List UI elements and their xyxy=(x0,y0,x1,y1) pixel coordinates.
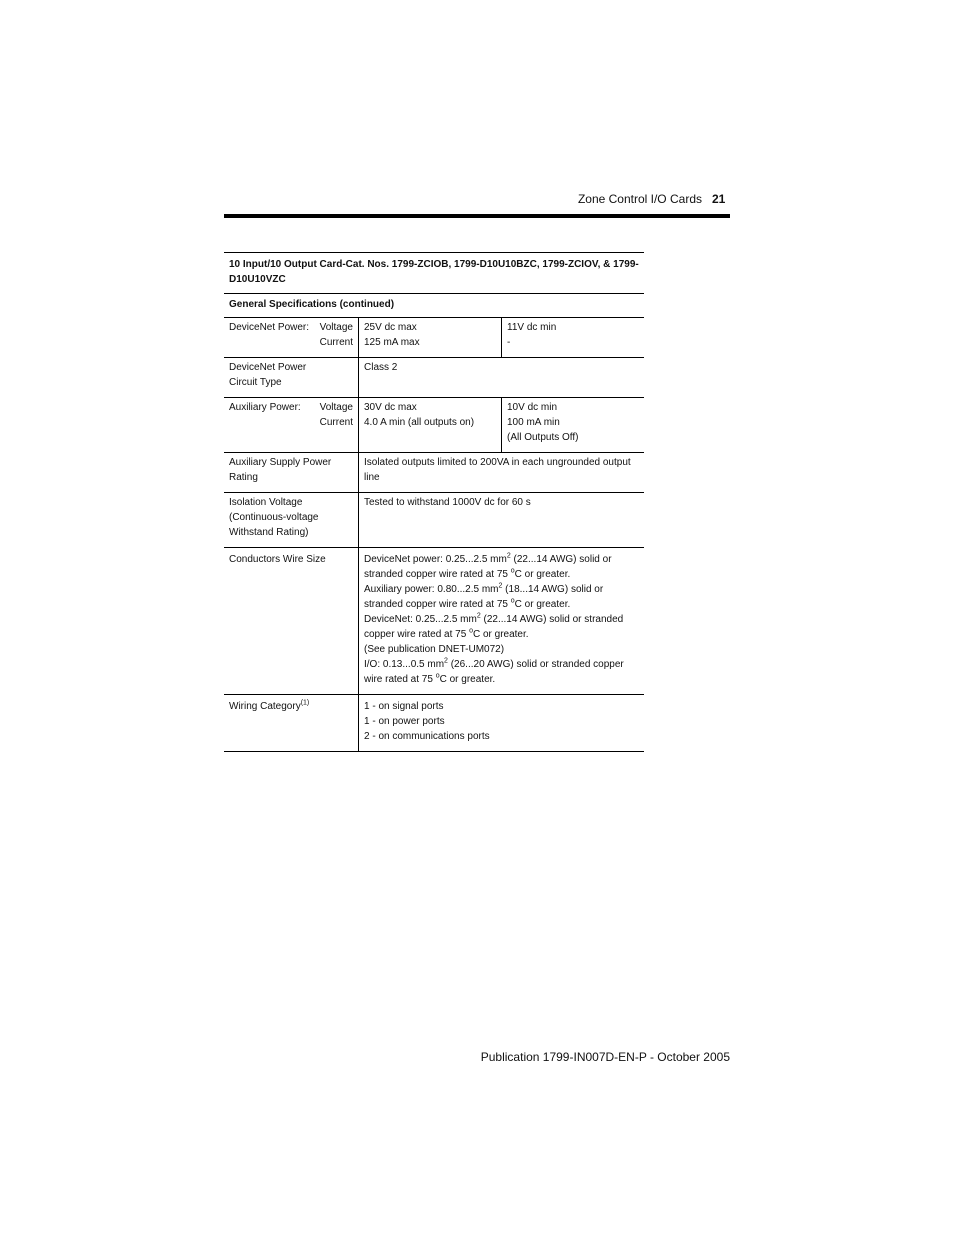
table-row xyxy=(224,548,644,695)
label-text: Withstand Rating) xyxy=(229,527,309,538)
spec-table xyxy=(224,252,644,752)
label-text: DeviceNet Power xyxy=(229,362,307,373)
running-header-title: Zone Control I/O Cards xyxy=(577,192,702,206)
row-label xyxy=(224,398,359,453)
min-cell xyxy=(502,318,645,358)
row-label xyxy=(224,358,359,398)
row-label xyxy=(224,695,359,752)
value-line: 2 - on communications ports xyxy=(364,731,490,742)
page-number: 21 xyxy=(712,192,726,206)
label-text: Circuit Type xyxy=(229,377,282,388)
table-row xyxy=(224,695,644,752)
value-cell xyxy=(359,695,645,752)
value-cell: Tested to withstand 1000V dc for 60 s xyxy=(359,493,645,548)
publication-footer: Publication 1799-IN007D-EN-P - October 2005 xyxy=(480,1050,730,1064)
wire-spec-devicenet: DeviceNet: 0.25...2.5 $mm^2$ (22...14 AWG) solid or stranded copper wire rated at 75 $^o$C or greater. xyxy=(364,612,624,640)
label-text: DeviceNet Power: xyxy=(229,322,310,333)
value-cell: Class 2 xyxy=(359,358,645,398)
wire-spec-see-publication: (See publication DNET-UM072) xyxy=(364,644,505,655)
value-cell xyxy=(359,548,645,695)
value-line: 100 mA min xyxy=(507,417,560,428)
label-text: Rating xyxy=(229,472,258,483)
table-row xyxy=(224,493,644,548)
max-cell xyxy=(359,318,502,358)
table-title-row xyxy=(224,253,644,294)
table-subtitle-row xyxy=(224,294,644,318)
table-subtitle: General Specifications (continued) xyxy=(224,294,644,318)
footnote-marker: (1) xyxy=(300,699,310,707)
wire-spec-aux-power: Auxiliary power: 0.80...2.5 $mm^2$ (18...14 AWG) solid or stranded copper wire rated at 75 $^o$C or greater. xyxy=(364,582,604,610)
label-text: Auxiliary Supply Power xyxy=(229,457,332,468)
value-line: (All Outputs Off) xyxy=(507,432,579,443)
value-line: - xyxy=(507,337,511,348)
value-line: 30V dc max xyxy=(364,402,417,413)
label-text: Auxiliary Power: xyxy=(229,402,301,413)
label-sub: Current xyxy=(319,417,353,428)
value-line: 11V dc min xyxy=(507,322,557,333)
label-sub: Current xyxy=(319,337,353,348)
table-row xyxy=(224,453,644,493)
label-sub: Voltage xyxy=(319,322,353,333)
min-cell xyxy=(502,398,645,453)
row-label xyxy=(224,493,359,548)
table-title: 10 Input/10 Output Card-Cat. Nos. 1799-ZCIOB, 1799-D10U10BZC, 1799-ZCIOV, & 1799-D10U10VZC xyxy=(224,253,644,294)
label-text: (Continuous-voltage xyxy=(229,512,319,523)
wire-spec-devicenet-power: DeviceNet power: 0.25...2.5 $mm^2$ (22...14 AWG) solid or stranded copper wire rated at 75 $^o$C or greater. xyxy=(364,552,612,580)
row-label xyxy=(224,318,359,358)
value-line: 25V dc max xyxy=(364,322,417,333)
value-cell: Isolated outputs limited to 200VA in each ungrounded output line xyxy=(359,453,645,493)
row-label: Conductors Wire Size xyxy=(224,548,359,695)
max-cell xyxy=(359,398,502,453)
table-row xyxy=(224,398,644,453)
row-label xyxy=(224,453,359,493)
value-line: 10V dc min xyxy=(507,402,558,413)
value-line: 125 mA max xyxy=(364,337,420,348)
label-text: Wiring Category xyxy=(229,701,301,712)
value-line: 1 - on power ports xyxy=(364,716,445,727)
label-sub: Voltage xyxy=(319,402,353,413)
value-line: 1 - on signal ports xyxy=(364,701,444,712)
table-row xyxy=(224,358,644,398)
value-line: 4.0 A min (all outputs on) xyxy=(364,417,475,428)
wire-spec-io: I/O: 0.13...0.5 $mm^2$ (26...20 AWG) solid or stranded copper wire rated at 75 $^o$C or greater. xyxy=(364,657,624,685)
header-rule xyxy=(224,214,730,218)
table-row xyxy=(224,318,644,358)
label-text: Isolation Voltage xyxy=(229,497,303,508)
